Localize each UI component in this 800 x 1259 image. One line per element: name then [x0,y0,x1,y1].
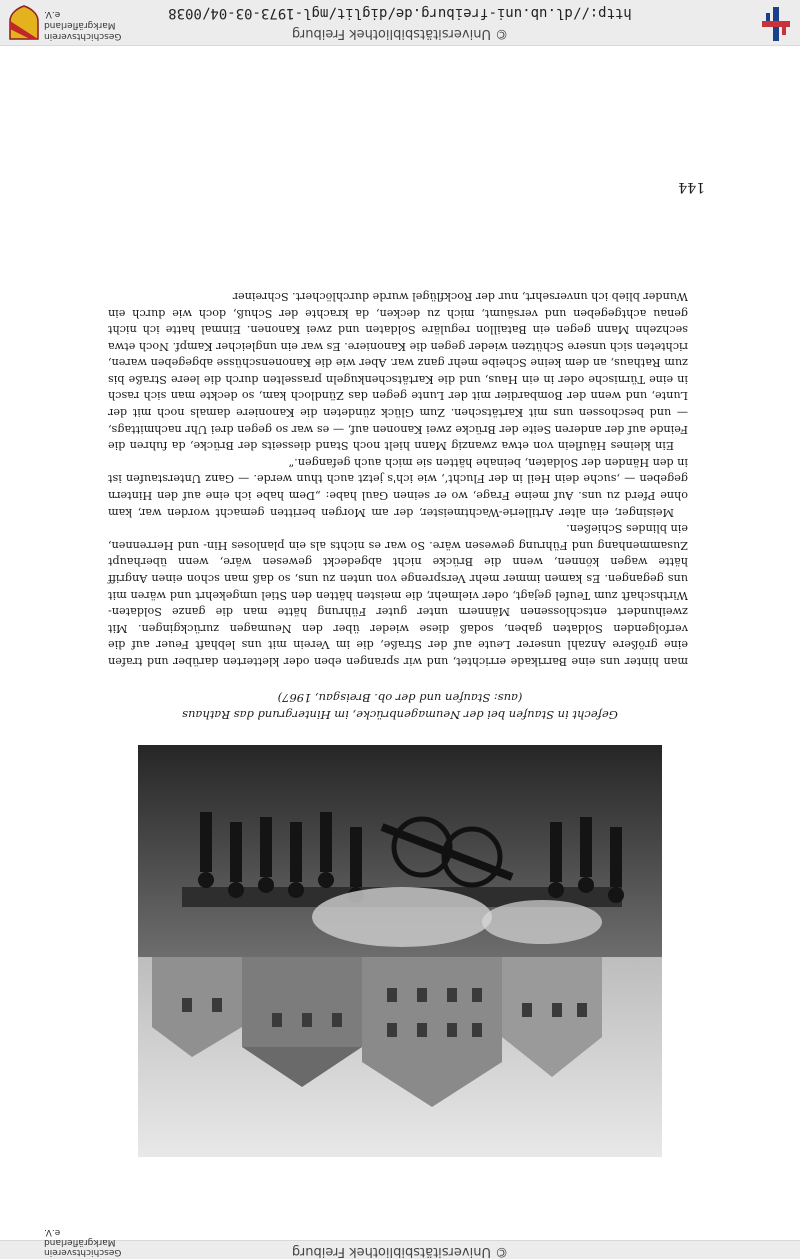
battle-scene-image [138,745,662,1157]
viewer-footer-bar [0,1227,800,1259]
engraving-illustration [138,745,662,1157]
document-url[interactable]: http://dl.ub.uni-freiburg.de/diglit/mgl-1973-03-04/0038 [168,5,632,21]
body-text [108,287,688,669]
page-number: 144 [678,179,705,195]
university-library-logo-icon [762,7,790,41]
society-name: Geschichtsverein Markgräflerland e.V. [44,9,122,41]
viewer-header-bar [0,0,800,46]
society-name-footer: Geschichtsverein Markgräflerland e.V. [44,1227,122,1257]
paragraph: Meisinger, ein alter Artillerie-Wachtmeister, der am Morgen beritten gemacht worden war, kam ohne Pferd zu uns. Auf meine Frage, wo er seinen Gaul habe: „Dem habe ich eine auf den Hintern gegeben — ,suche dein Heil in der Flucht‘, wie ich's jetzt auch thun werde. — Ganz Unterstaufen ist in den Händen der Soldaten, beinahe hätten sie mich auch gefangen.“ [108,455,688,519]
paragraph: Ein kleines Häuflein von etwa zwanzig Mann hielt noch Stand diesseits der Brücke, da fuhren die Feinde auf der anderen Seite der Brücke zwei Kanonen auf, — es war so gegen drei Uhr nachmittags, — und beschossen uns mit Kartätschen. Zum Glück zündeten die Kanoniere damals noch mit der Lunte, und wenn der Bombardier mit der Lunte gegen das Zündloch kam, so deckte man sich rasch in eine Türnische oder in ein Haus, und die Kartätschenkugeln prasselten durch die leere Straße bis zum Rathaus, an dem keine Scheibe mehr ganz war. Aber wie die Kanonenschüsse abgegeben waren, richteten sich unsere Schützen wieder gegen die Kanoniere. Es war ein ungleicher Kampf. Noch etwa sechzehn Mann gegen ein Bataillon reguläre Soldaten und zwei Kanonen. Einmal hatte ich nicht genau achtgegeben und versäumt, mich zu decken, da krachte der Schuß, doch wie durch ein Wunder blieb ich unversehrt, nur der Rockflügel wurde durchlöchert. Schreiner [108,289,688,453]
copyright-notice-footer: © Universitätsbibliothek Freiburg [291,1244,509,1259]
society-crest-icon [8,3,118,41]
figure-caption [150,689,650,723]
caption-title: Gefecht in Staufen bei der Neumagenbrücke, im Hintergrund das Rathaus [182,708,618,722]
paragraph: man hinter uns eine Barrikade errichtet, und wir sprangen eben oder kletterten darüber und trafen eine größere Anzahl unserer Leute auf der Straße, die im Verein mit uns lebhaft Feuer auf die verfolgenden Soldaten gaben, sodaß diese wieder über den Neumagen zurückgingen. Mit zweihundert entschlossenen Männern unter guter Führung hätte man die ganze Soldaten-Wirthschaft zum Teufel gejagt, oder vielmehr, die meisten hätten den Stiel umgekehrt und wären mit uns gegangen. Es kamen immer mehr Versprenge von unten zu uns, so daß man schon einen Angriff hätte wagen können, wenn die Brücke nicht abgedeckt gewesen wäre, wenn überhaupt Zusammenhang und Führung gewesen wäre. So war es nichts als ein planloses Hin- und Herrennen, ein blindes Schießen. [108,522,688,668]
copyright-notice: © Universitätsbibliothek Freiburg [291,26,509,41]
caption-source: (aus: Staufen und der ob. Breisgau, 1967) [277,691,523,705]
